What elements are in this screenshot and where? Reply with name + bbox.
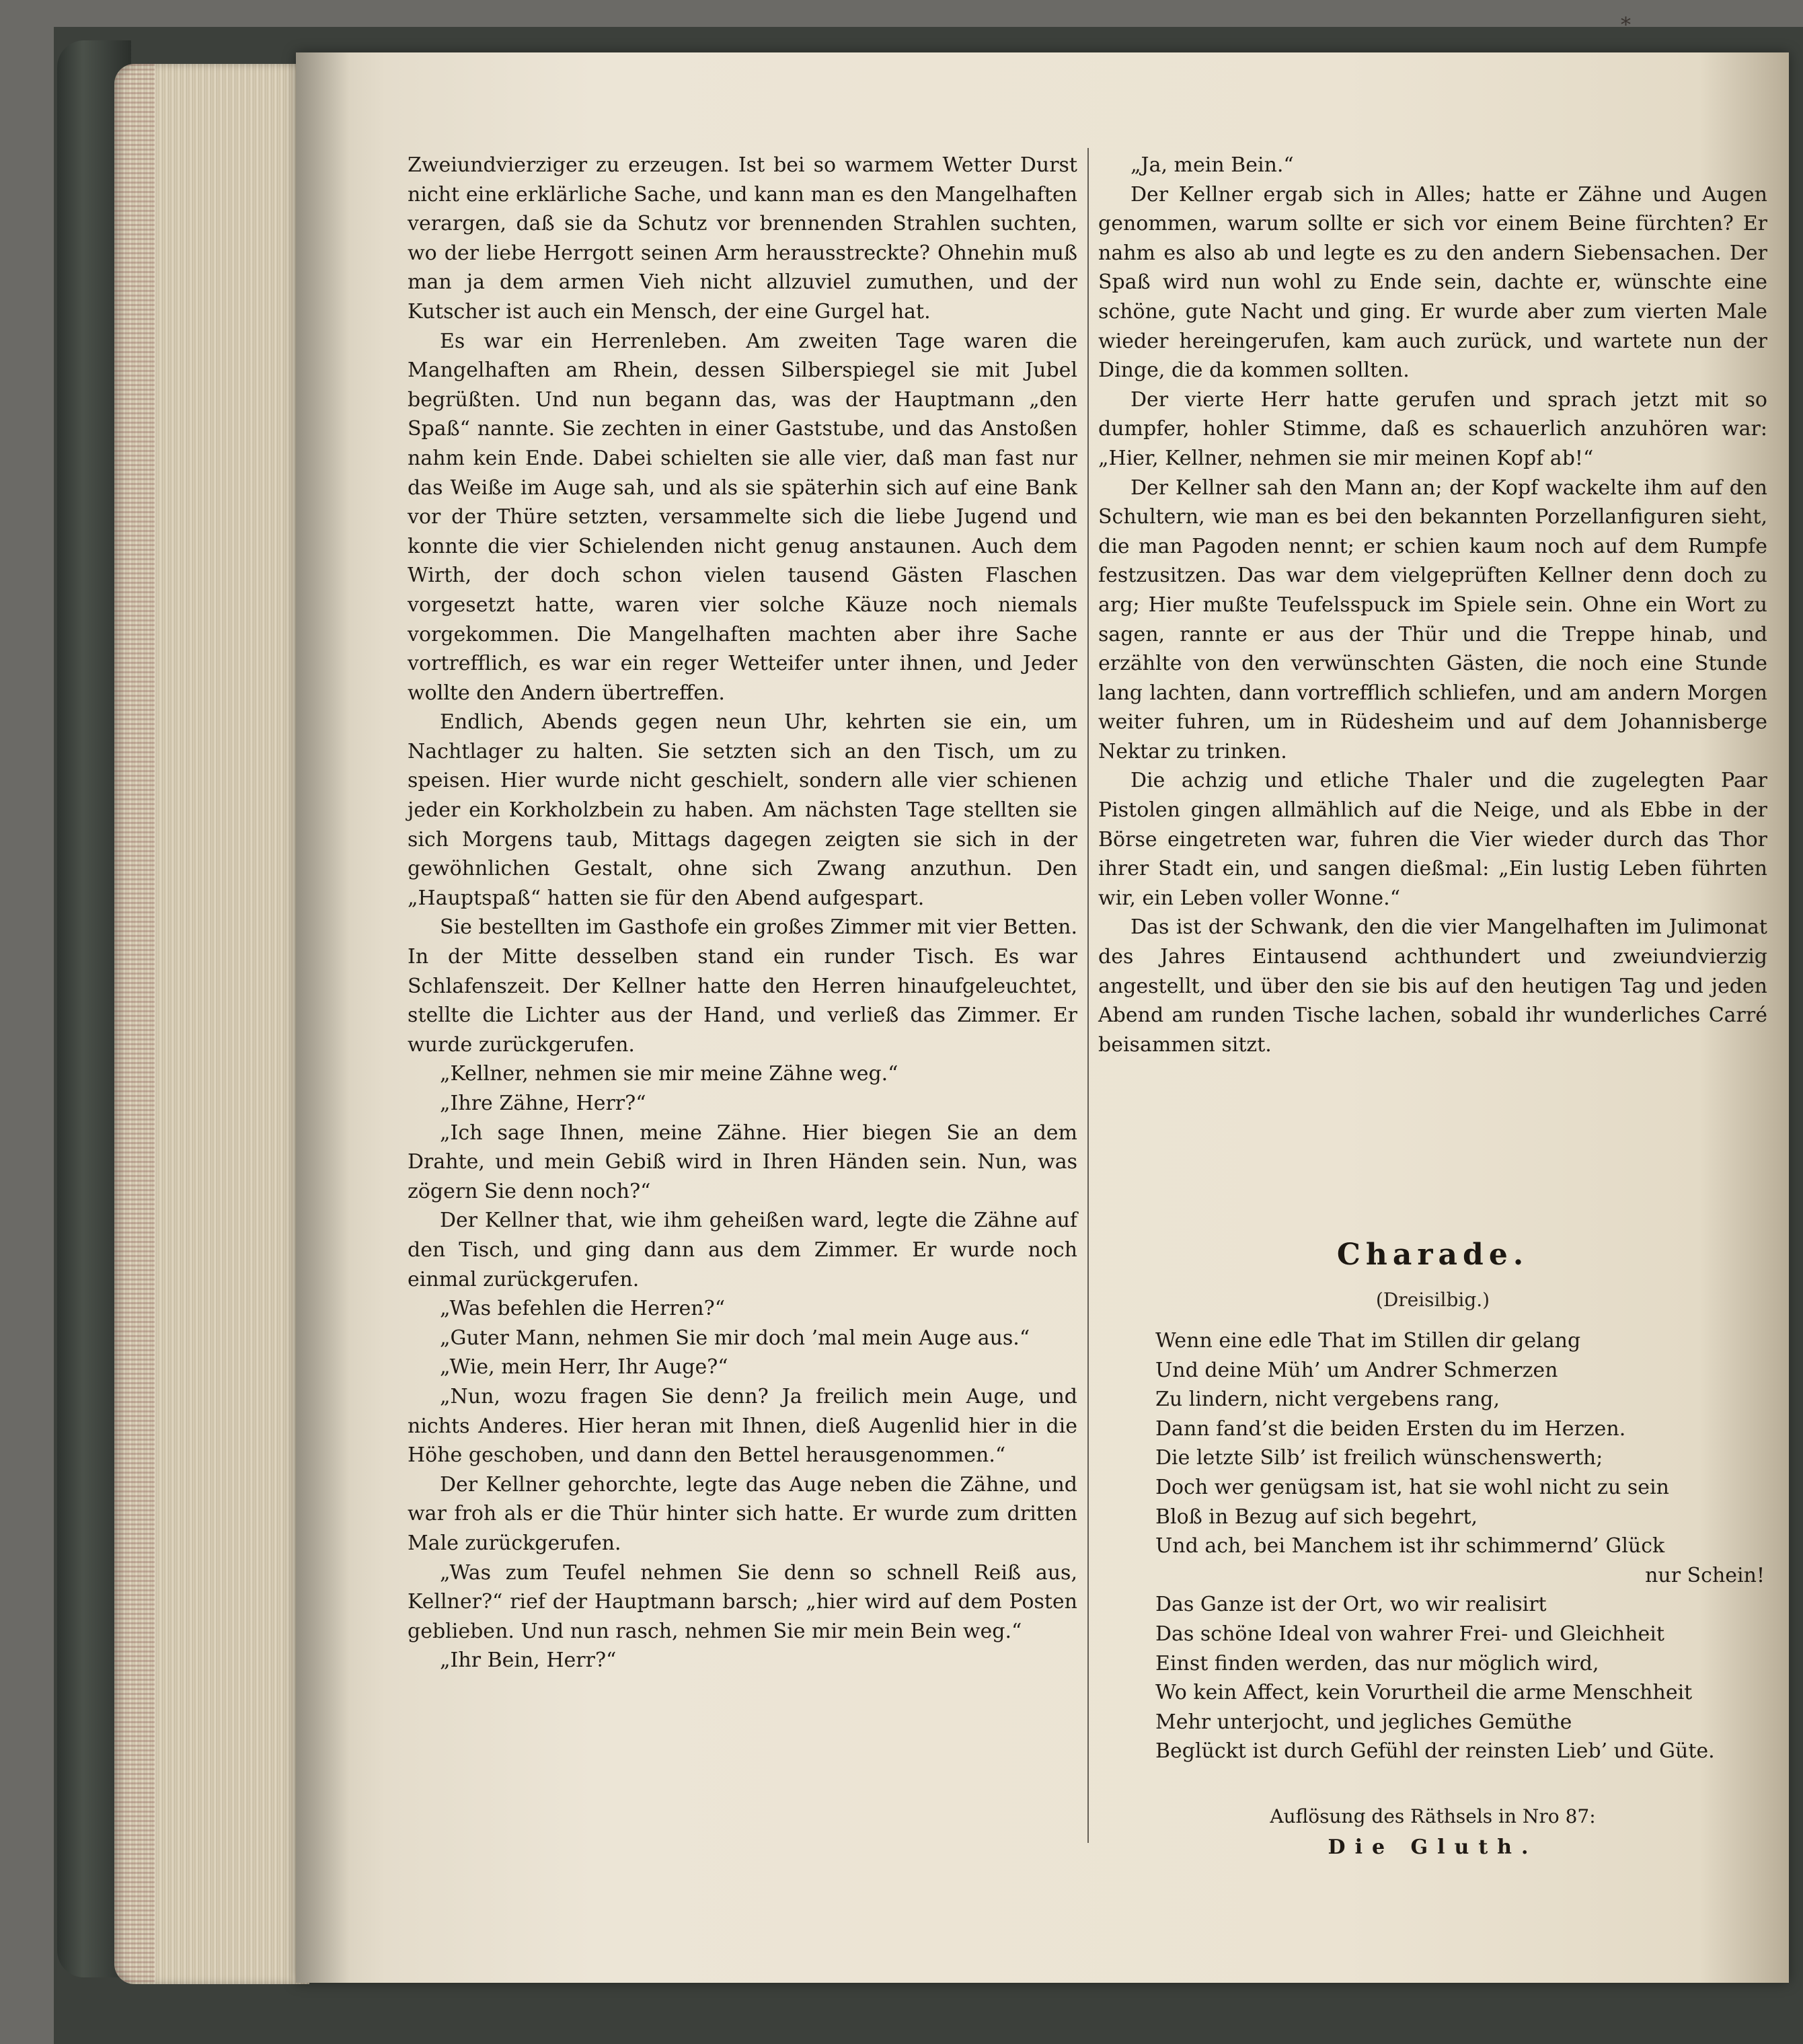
paragraph: Der Kellner sah den Mann an; der Kopf wackelte ihm auf den Schultern, wie man es bei den bekannten Porzellanfiguren sieht, die man Pagoden nennt; er schien kaum noch auf dem Rumpfe festzusitzen. Das war dem vielgeprüften Kellner denn doch zu arg; Hier mußte Teufelsspuck im Spiele sein. Ohne ein Wort zu sagen, rannte er aus der Thür und die Treppe hinab, und erzählte von den verwünschten Gästen, die noch eine Stunde lang lachten, dann vortrefflich schliefen, und am andern Morgen weiter fuhren, um in Rüdesheim und auf dem Johannisberge Nektar zu trinken. bbox=[1098, 476, 1767, 763]
poem-line: Wenn eine edle That im Stillen dir gelang bbox=[1155, 1329, 1581, 1353]
paragraph: Die achzig und etliche Thaler und die zugelegten Paar Pistolen gingen allmählich auf die Neige, und als Ebbe in der Börse eingetreten war, fuhren die Vier wieder durch das Thor ihrer Stadt ein, und sangen dießmal: „Ein lustig Leben führten wir, ein Leben voller Wonne.“ bbox=[1098, 769, 1767, 910]
paragraph: Zweiundvierziger zu erzeugen. Ist bei so warmem Wetter Durst nicht eine erklärliche Sache, und kann man es den Mangelhaften verargen, daß sie da Schutz vor brennenden Strahlen suchten, wo der liebe Herrgott seinen Arm herausstreckte? Ohnehin muß man ja dem armen Vieh nicht allzuviel zumuthen, und der Kutscher ist auch ein Mensch, der eine Gurgel hat. bbox=[408, 153, 1077, 324]
solution-answer: Die Gluth. bbox=[1328, 1835, 1538, 1859]
poem-line: Wo kein Affect, kein Vorurtheil die arme Menschheit bbox=[1155, 1681, 1693, 1705]
paragraph: „Wie, mein Herr, Ihr Auge?“ bbox=[440, 1355, 728, 1379]
paragraph: „Guter Mann, nehmen Sie mir doch ’mal mein Auge aus.“ bbox=[440, 1326, 1030, 1350]
paragraph: Der Kellner gehorchte, legte das Auge neben die Zähne, und war froh als er die Thür hinter sich hatte. Er wurde zum dritten Male zurückgerufen. bbox=[408, 1472, 1077, 1555]
paragraph: „Nun, wozu fragen Sie denn? Ja freilich mein Auge, und nichts Anderes. Hier heran mit Ihnen, dieß Augenlid hier in die Höhe geschoben, und dann den Bettel herausgenommen.“ bbox=[408, 1384, 1077, 1468]
solution-label: Auflösung des Räthsels in Nro 87: bbox=[1270, 1805, 1596, 1827]
paragraph: Endlich, Abends gegen neun Uhr, kehrten sie ein, um Nachtlager zu halten. Sie setzten sich an den Tisch, um zu speisen. Hier wurde nicht geschielt, sondern alle vier schienen jeder ein Korkholzbein zu haben. Am nächsten Tage stellten sie sich Morgens taub, Mittags dagegen zeigten sie sich in der gewöhnlichen Gestalt, ohne sich Zwang anzuthun. Den „Hauptspaß“ hatten sie für den Abend aufgespart. bbox=[408, 710, 1077, 910]
paragraph: Der Kellner that, wie ihm geheißen ward, legte die Zähne auf den Tisch, und ging dann aus dem Zimmer. Er wurde noch einmal zurückgerufen. bbox=[408, 1209, 1077, 1291]
poem-line: nur Schein! bbox=[1645, 1563, 1765, 1587]
paragraph: Es war ein Herrenleben. Am zweiten Tage waren die Mangelhaften am Rhein, dessen Silberspiegel sie mit Jubel begrüßten. Und nun begann das, was der Hauptmann „den Spaß“ nannte. Sie zechten in einer Gaststube, und das Anstoßen nahm kein Ende. Dabei schielten sie alle vier, daß man fast nur das Weiße im Auge sah, und als sie späterhin sich auf eine Bank vor der Thüre setzten, versammelte sich die liebe Jugend und konnte die vier Schielenden nicht genug anstaunen. Auch dem Wirth, der doch schon vielen tausend Gästen Flaschen vorgesetzt hatte, waren vier solche Käuze noch niemals vorgekommen. Die Mangelhaften machten aber ihre Sache vortrefflich, es war ein reger Wetteifer unter ihnen, und Jeder wollte den Andern übertreffen. bbox=[408, 329, 1077, 705]
left-text-column bbox=[408, 151, 1077, 1675]
paragraph: „Was befehlen die Herren?“ bbox=[440, 1297, 726, 1321]
poem-line: Das schöne Ideal von wahrer Frei- und Gleichheit bbox=[1155, 1622, 1664, 1646]
paragraph: „Was zum Teufel nehmen Sie denn so schnell Reiß aus, Kellner?“ rief der Hauptmann barsch; „hier wird auf dem Posten geblieben. Und nun rasch, nehmen Sie mir mein Bein weg.“ bbox=[408, 1560, 1077, 1643]
poem-line: Dann fand’st die beiden Ersten du im Herzen. bbox=[1155, 1416, 1626, 1441]
poem-line: Beglückt ist durch Gefühl der reinsten Lieb’ und Güte. bbox=[1155, 1739, 1715, 1764]
column-divider bbox=[1087, 148, 1089, 1843]
poem-line: Doch wer genügsam ist, hat sie wohl nicht zu sein bbox=[1155, 1475, 1669, 1499]
poem-line: Zu lindern, nicht vergebens rang, bbox=[1155, 1388, 1500, 1412]
page-edges bbox=[114, 64, 309, 1984]
paragraph: „Ihr Bein, Herr?“ bbox=[440, 1649, 617, 1673]
charade-poem bbox=[1155, 1326, 1767, 1766]
poem-line: Und ach, bei Manchem ist ihr schimmernd’ Glück bbox=[1155, 1534, 1665, 1558]
poem-line: Bloß in Bezug auf sich begehrt, bbox=[1155, 1505, 1478, 1529]
paragraph: „Ja, mein Bein.“ bbox=[1130, 153, 1294, 177]
page-mark: * bbox=[1621, 13, 1631, 37]
charade-title: Charade. bbox=[1336, 1238, 1529, 1272]
riddle-solution bbox=[1098, 1801, 1767, 1863]
paragraph: „Ich sage Ihnen, meine Zähne. Hier biegen Sie an dem Drahte, und mein Gebiß wird in Ihren Händen sein. Nun, was zögern Sie denn noch?“ bbox=[408, 1121, 1077, 1203]
page-fold-shadow bbox=[296, 52, 350, 1983]
poem-line: Und deine Müh’ um Andrer Schmerzen bbox=[1155, 1358, 1558, 1382]
right-text-column bbox=[1098, 151, 1767, 1059]
paragraph: Der Kellner ergab sich in Alles; hatte er Zähne und Augen genommen, warum sollte er sich vor einem Beine fürchten? Er nahm es also ab und legte es zu den andern Siebensachen. Der Spaß wird nun wohl zu Ende sein, dachte er, wünschte eine schöne, gute Nacht und ging. Er wurde aber zum vierten Male wieder hereingerufen, kam auch zurück, und wartete nun der Dinge, die da kommen sollten. bbox=[1098, 182, 1767, 383]
paragraph: „Ihre Zähne, Herr?“ bbox=[440, 1092, 646, 1115]
poem-line: Das Ganze ist der Ort, wo wir realisirt bbox=[1155, 1593, 1547, 1617]
paragraph: Der vierte Herr hatte gerufen und sprach jetzt mit so dumpfer, hohler Stimme, daß es schauerlich anzuhören war: „Hier, Kellner, nehmen sie mir meinen Kopf ab!“ bbox=[1098, 387, 1767, 470]
poem-line: Mehr unterjocht, und jegliches Gemüthe bbox=[1155, 1710, 1572, 1734]
poem-line: Einst finden werden, das nur möglich wird, bbox=[1155, 1651, 1599, 1675]
poem-line: Die letzte Silb’ ist freilich wünschenswerth; bbox=[1155, 1446, 1603, 1470]
paragraph: „Kellner, nehmen sie mir meine Zähne weg.“ bbox=[440, 1062, 898, 1086]
paragraph: Sie bestellten im Gasthofe ein großes Zimmer mit vier Betten. In der Mitte desselben stand ein runder Tisch. Es war Schlafenszeit. Der Kellner hatte den Herren hinaufgeleuchtet, stellte die Lichter aus der Hand, und verließ das Zimmer. Er wurde zurückgerufen. bbox=[408, 915, 1077, 1057]
paragraph: Das ist der Schwank, den die vier Mangelhaften im Julimonat des Jahres Eintausend achthundert und zweiundvierzig angestellt, und über den sie bis auf den heutigen Tag und jeden Abend am runden Tische lachen, sobald ihr wunderliches Carré beisammen sitzt. bbox=[1098, 915, 1767, 1057]
charade-subtitle: (Dreisilbig.) bbox=[1375, 1289, 1490, 1311]
